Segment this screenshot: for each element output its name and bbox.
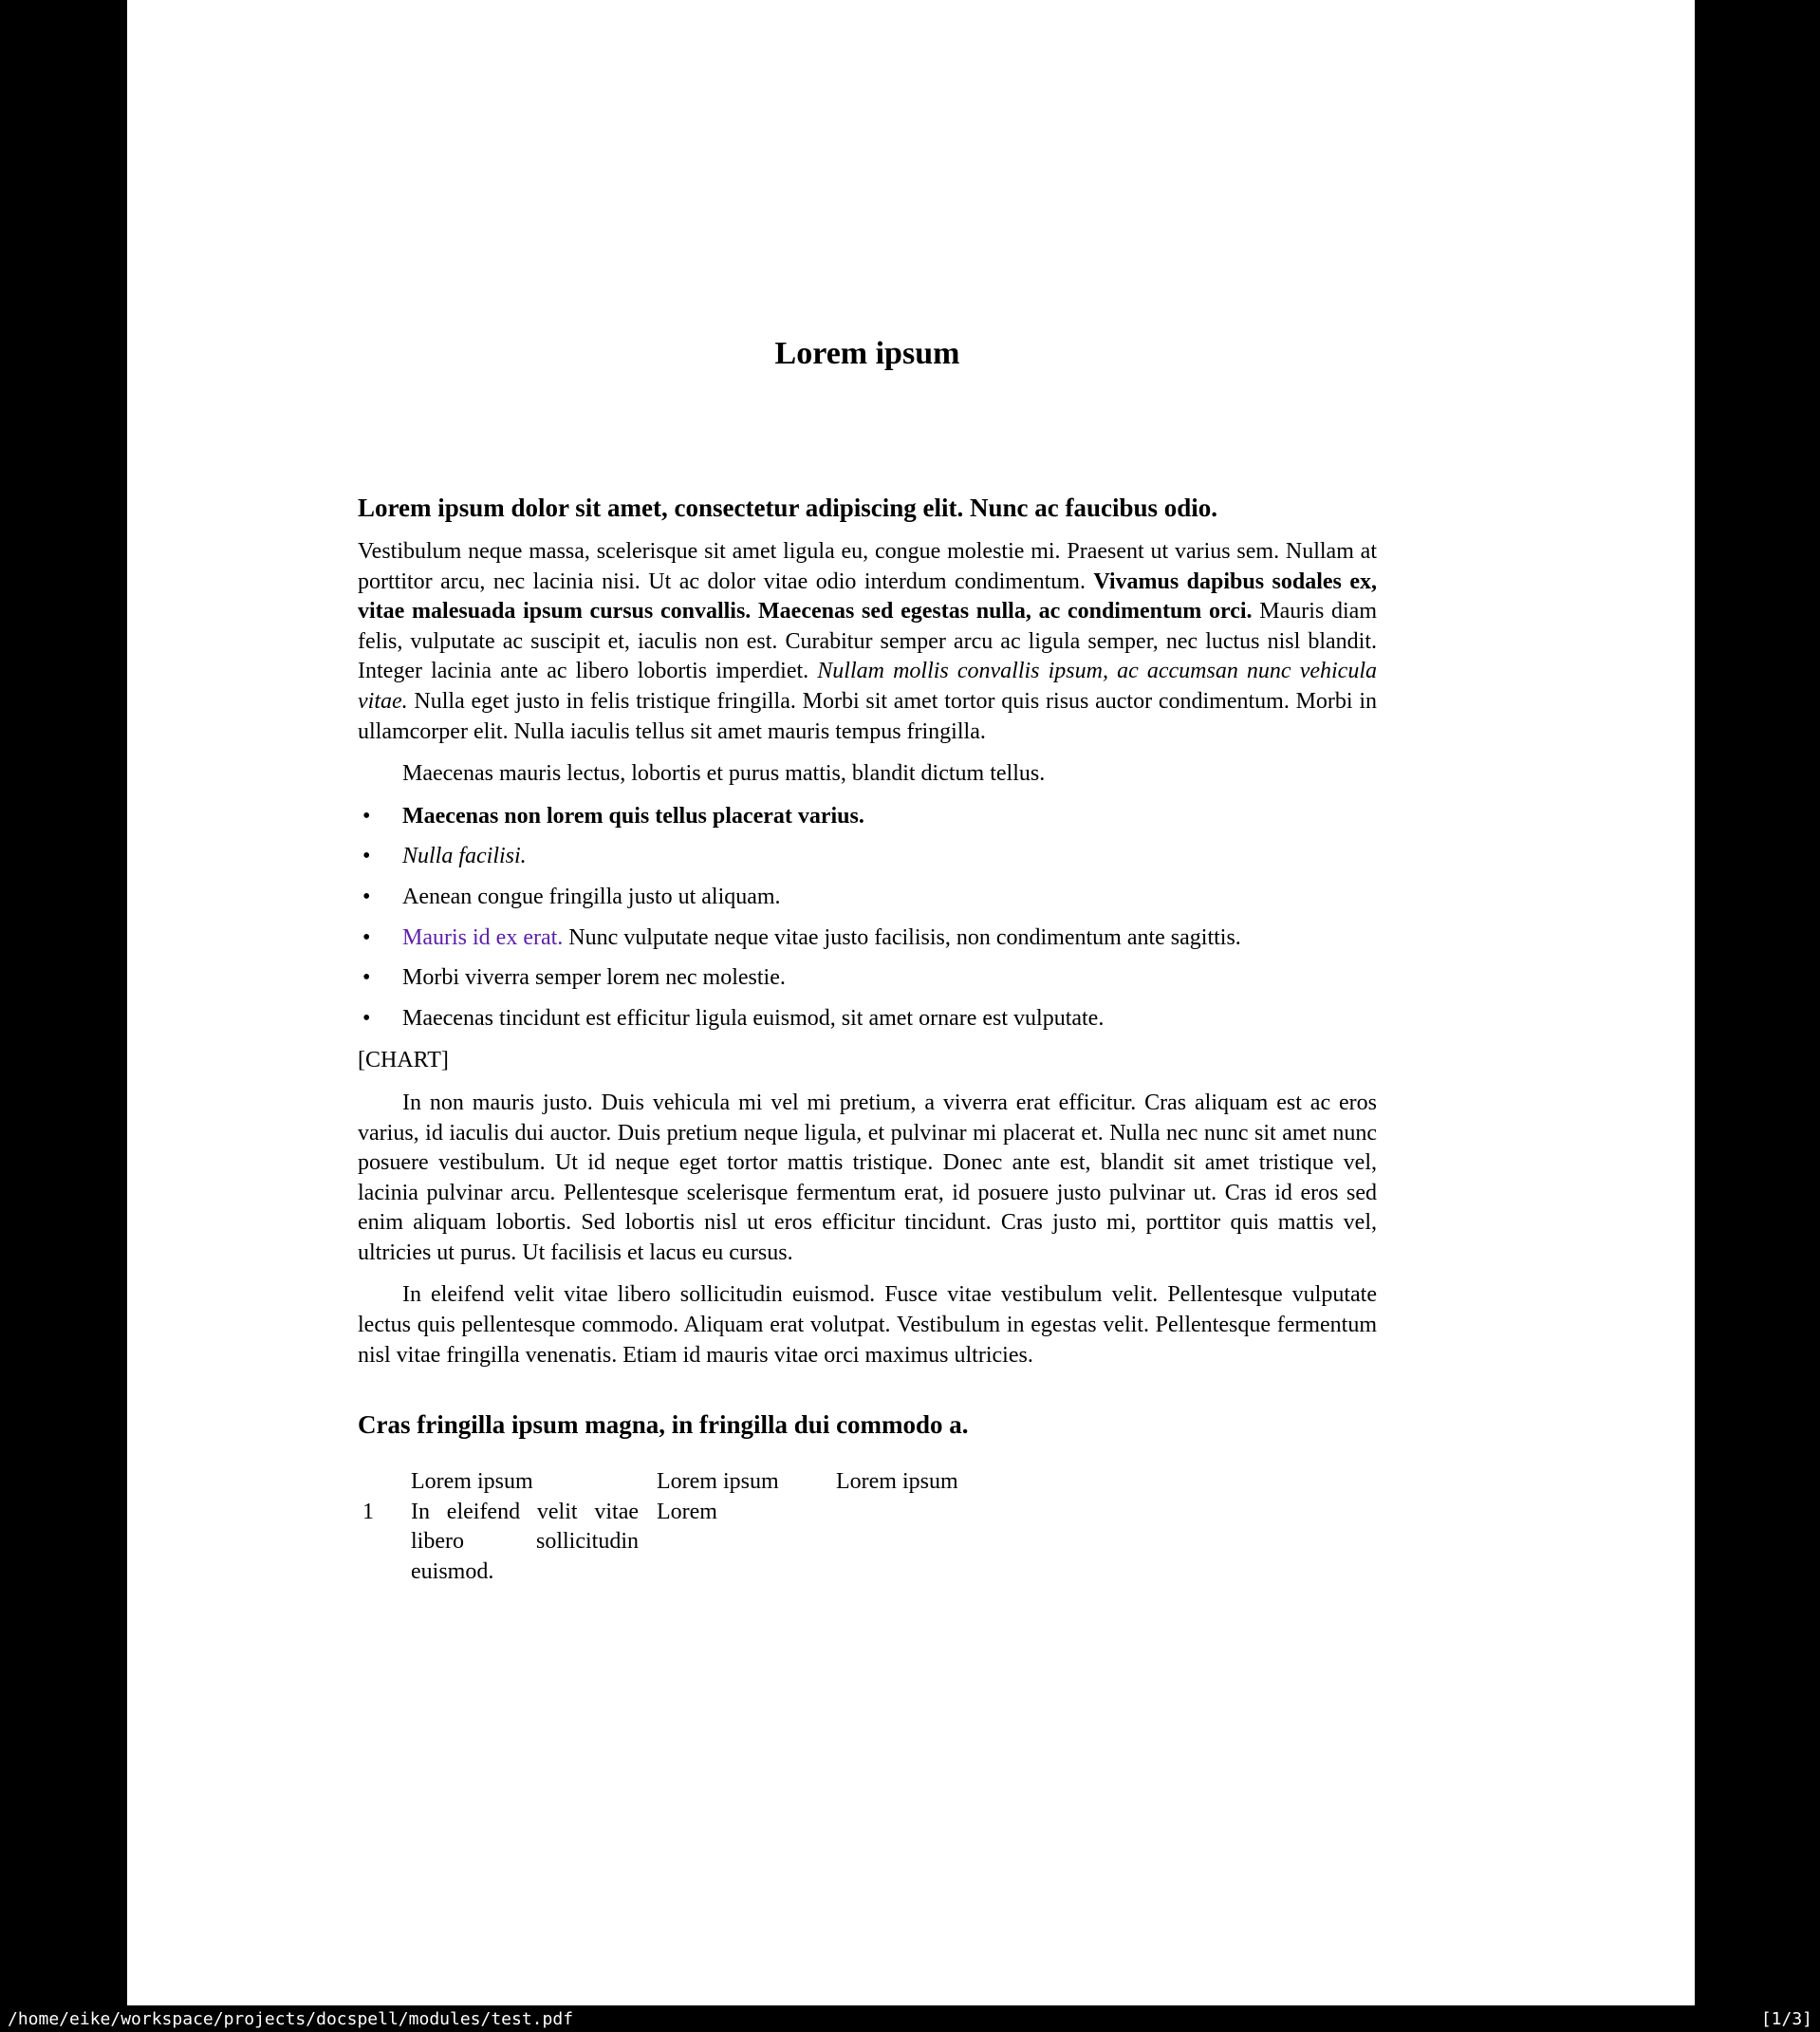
table-cell: Lorem xyxy=(657,1499,717,1524)
table-cell: In eleifend velit vitae libero sollicitudin euismod. xyxy=(411,1499,639,1585)
text-segment: Maecenas non lorem quis tellus placerat varius. xyxy=(402,803,864,829)
bullet-icon: • xyxy=(362,1005,371,1031)
text-segment: [CHART] xyxy=(358,1048,449,1073)
paragraph xyxy=(358,759,1377,790)
text-segment: Vestibulum neque massa, scelerisque sit amet ligula eu, congue molestie mi. Praesent ut varius sem. Nullam at porttitor arcu, nec lacinia nisi. Ut ac dolor vitae odio interdum condimentum. xyxy=(358,539,1377,594)
table-cell: 1 xyxy=(362,1499,374,1524)
paragraph xyxy=(358,537,1377,747)
list-item xyxy=(362,1004,1377,1035)
table-header-cell: Lorem ipsum xyxy=(411,1469,533,1495)
list-item xyxy=(362,963,1377,994)
table-header-cell: Lorem ipsum xyxy=(836,1469,958,1495)
table-cell xyxy=(836,1498,997,1588)
text-segment: Nulla facilisi. xyxy=(402,844,527,869)
list-item xyxy=(362,883,1377,913)
text-segment: In non mauris justo. Duis vehicula mi vel mi pretium, a viverra erat efficitur. Cras aliquam est ac eros varius, id iaculis dui auctor. Duis pretium neque ligula, et pulvinar mi placerat et. Nulla nec nunc sit amet nunc posuere vestibulum. Ut id neque eget tortor mattis tristique. Donec ante est, blandit sit amet tristique vel, lacinia pulvinar arcu. Pellentesque scelerisque fermentum erat, id posuere justo pulvinar ut. Cras id eros sed enim aliquam lobortis. Sed lobortis nisl ut eros efficitur tincidunt. Cras justo mi, porttitor quis mattis vel, ultricies ut purus. Ut facilisis et lacus eu cursus. xyxy=(358,1090,1377,1265)
bullet-icon: • xyxy=(362,844,371,869)
list-item xyxy=(362,842,1377,872)
document-title: Lorem ipsum xyxy=(774,336,960,371)
bullet-icon: • xyxy=(362,965,371,991)
list-item xyxy=(362,802,1377,832)
bullet-icon: • xyxy=(362,803,371,829)
text-segment: Nunc vulputate neque vitae justo facilisis, non condimentum ante sagittis. xyxy=(563,924,1241,950)
paragraph xyxy=(358,1280,1377,1370)
statusbar xyxy=(0,2005,1820,2032)
text-segment: Mauris diam felis, vulputate ac suscipit et, iaculis non est. Curabitur semper arcu ac ligula semper, nec luctus nisl blandit. Integer lacinia ante ac libero lobortis imperdiet. xyxy=(358,599,1377,684)
list-item xyxy=(362,923,1377,954)
bullet-icon: • xyxy=(362,884,371,909)
bullet-list xyxy=(358,802,1377,1035)
document-content xyxy=(358,0,1377,1588)
data-table xyxy=(362,1467,997,1587)
text-segment: Morbi viverra semper lorem nec molestie. xyxy=(402,965,786,991)
file-path: /home/eike/workspace/projects/docspell/modules/test.pdf xyxy=(8,2008,574,2029)
text-segment: Aenean congue fringilla justo ut aliquam. xyxy=(402,884,781,909)
bullet-icon: • xyxy=(362,924,371,950)
page-indicator: [1/3] xyxy=(1760,2008,1812,2029)
text-segment: Vivamus dapibus sodales ex, vitae malesuada ipsum cursus convallis. Maecenas sed egestas nulla, ac condimentum orci. xyxy=(358,569,1377,625)
text-segment: Maecenas mauris lectus, lobortis et purus mattis, blandit dictum tellus. xyxy=(402,761,1046,787)
text-segment: Nullam mollis convallis ipsum, ac accumsan nunc vehicula vitae. xyxy=(358,659,1377,714)
table-header-cell xyxy=(362,1467,411,1498)
pdf-link[interactable]: Mauris id ex erat. xyxy=(402,924,564,950)
paragraph xyxy=(358,1089,1377,1269)
table-header-cell: Lorem ipsum xyxy=(657,1469,779,1495)
table-header-row xyxy=(362,1467,997,1498)
text-segment: In eleifend velit vitae libero sollicitudin euismod. Fusce vitae vestibulum velit. Pellentesque vulputate lectus quis pellentesque commodo. Aliquam erat volutpat. Vestibulum in egestas velit. Pellentesque fermentum nisl vitae fringilla venenatis. Etiam id mauris vitae orci maximus ultricies. xyxy=(358,1282,1377,1368)
paragraph xyxy=(358,1046,1377,1076)
text-segment: Nulla eget justo in felis tristique fringilla. Morbi sit amet tortor quis risus auctor condimentum. Morbi in ullamcorper elit. Nulla iaculis tellus sit amet mauris tempus fringilla. xyxy=(358,688,1377,744)
table-row xyxy=(362,1498,997,1588)
section-heading: Lorem ipsum dolor sit amet, consectetur adipiscing elit. Nunc ac faucibus odio. xyxy=(358,494,1218,522)
pdf-page xyxy=(127,0,1695,2005)
section-heading: Cras fringilla ipsum magna, in fringilla dui commodo a. xyxy=(358,1410,969,1440)
text-segment: Maecenas tincidunt est efficitur ligula euismod, sit amet ornare est vulputate. xyxy=(402,1005,1105,1031)
